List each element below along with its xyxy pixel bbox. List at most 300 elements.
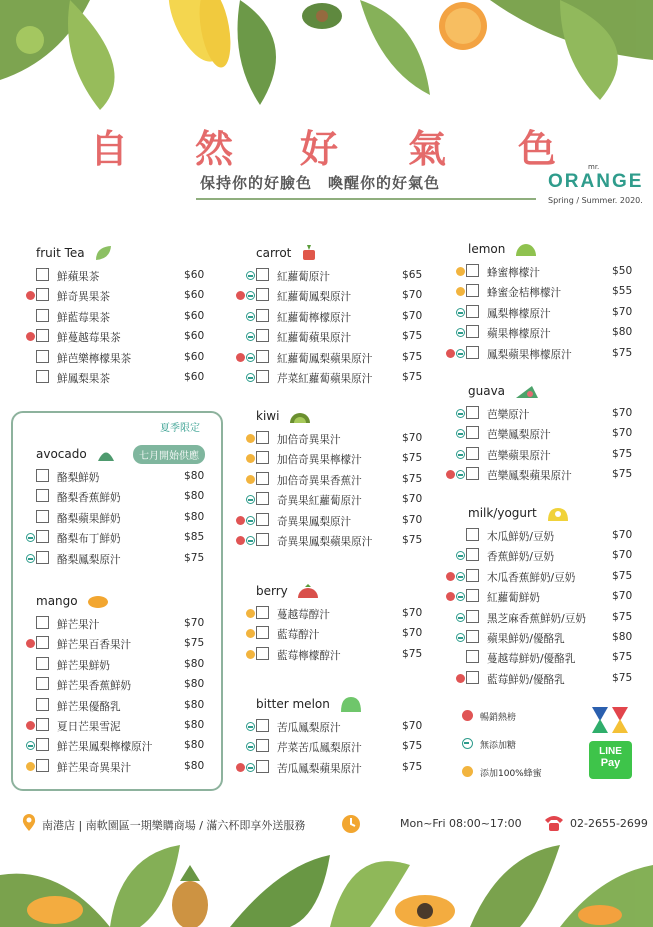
menu-item[interactable] bbox=[36, 549, 212, 569]
section-bitter-melon bbox=[234, 693, 430, 778]
item-price: $70 bbox=[402, 432, 423, 444]
section-title: kiwi bbox=[256, 408, 280, 423]
legend-honey-label: 添加100%蜂蜜 bbox=[480, 769, 542, 779]
menu-item[interactable] bbox=[234, 266, 430, 286]
menu-item[interactable] bbox=[444, 648, 640, 668]
item-tags bbox=[234, 763, 256, 774]
menu-item[interactable] bbox=[444, 669, 640, 689]
menu-item[interactable] bbox=[234, 429, 430, 449]
order-checkbox[interactable] bbox=[36, 698, 49, 711]
menu-item[interactable] bbox=[234, 490, 430, 510]
item-name: 香蕉鮮奶/豆奶 bbox=[487, 551, 555, 564]
section-header bbox=[234, 580, 430, 604]
order-checkbox[interactable] bbox=[36, 510, 49, 523]
menu-item[interactable] bbox=[234, 327, 430, 347]
item-name: 芭樂蘋果原汁 bbox=[487, 449, 551, 462]
order-checkbox[interactable] bbox=[36, 677, 49, 690]
no-sugar-icon bbox=[26, 741, 35, 750]
order-checkbox[interactable] bbox=[36, 350, 49, 363]
order-checkbox[interactable] bbox=[256, 288, 269, 301]
no-sugar-icon bbox=[246, 763, 255, 772]
item-tags bbox=[14, 660, 36, 671]
guava-icon bbox=[514, 383, 540, 399]
order-checkbox[interactable] bbox=[466, 467, 479, 480]
item-name: 鮮芒果奇異果汁 bbox=[57, 761, 132, 774]
item-tags bbox=[14, 533, 36, 544]
item-name: 加倍奇異果汁 bbox=[277, 434, 341, 446]
no-sugar-icon bbox=[456, 450, 465, 459]
menu-item[interactable] bbox=[36, 528, 212, 548]
menu-item[interactable] bbox=[444, 628, 640, 648]
section-header bbox=[234, 693, 430, 717]
menu-item[interactable] bbox=[234, 286, 430, 306]
order-checkbox[interactable] bbox=[466, 264, 479, 277]
no-sugar-icon bbox=[456, 592, 465, 601]
item-name: 木瓜香蕉鮮奶/豆奶 bbox=[487, 571, 576, 584]
no-sugar-icon bbox=[246, 495, 255, 504]
menu-item[interactable] bbox=[234, 645, 430, 665]
no-sugar-icon bbox=[246, 516, 255, 525]
item-price: $70 bbox=[184, 617, 205, 629]
menu-item[interactable] bbox=[444, 445, 640, 465]
item-name: 蔓越莓鮮奶/優酪乳 bbox=[487, 653, 576, 666]
no-sugar-icon bbox=[456, 328, 465, 337]
section-guava bbox=[444, 380, 640, 486]
no-sugar-icon bbox=[246, 312, 255, 321]
menu-item[interactable] bbox=[36, 634, 212, 654]
order-checkbox[interactable] bbox=[256, 370, 269, 383]
item-price: $60 bbox=[184, 330, 205, 343]
item-price: $85 bbox=[184, 531, 205, 544]
honey-icon bbox=[246, 454, 255, 463]
section-milk-yogurt bbox=[444, 502, 640, 689]
no-sugar-icon bbox=[246, 742, 255, 751]
item-name: 鮮鳳梨果茶 bbox=[57, 372, 110, 385]
item-tags bbox=[444, 592, 466, 603]
item-name: 藍莓醇汁 bbox=[277, 629, 320, 642]
item-tags bbox=[234, 536, 256, 547]
order-checkbox[interactable] bbox=[36, 718, 49, 731]
order-checkbox[interactable] bbox=[256, 268, 269, 281]
item-name: 酪梨鳳梨原汁 bbox=[57, 553, 121, 566]
item-price: $70 bbox=[612, 305, 633, 318]
order-checkbox[interactable] bbox=[36, 738, 49, 751]
section-header bbox=[234, 242, 430, 266]
menu-item[interactable] bbox=[234, 348, 430, 368]
no-sugar-icon bbox=[246, 536, 255, 545]
order-checkbox[interactable] bbox=[36, 268, 49, 281]
carrot-icon bbox=[300, 244, 318, 262]
order-checkbox[interactable] bbox=[36, 616, 49, 629]
no-sugar-icon bbox=[456, 572, 465, 581]
menu-item[interactable] bbox=[444, 608, 640, 628]
menu-item[interactable] bbox=[444, 424, 640, 444]
item-price: $75 bbox=[612, 569, 633, 582]
brand-name: ORANGE bbox=[548, 171, 644, 192]
item-name: 加倍奇異果檸檬汁 bbox=[277, 454, 362, 467]
mango-icon bbox=[87, 593, 109, 609]
order-checkbox[interactable] bbox=[36, 759, 49, 772]
order-checkbox[interactable] bbox=[466, 346, 479, 359]
season-label: Spring / Summer. 2020. bbox=[548, 196, 643, 205]
item-tags bbox=[234, 629, 256, 640]
item-name: 藍莓檸檬醇汁 bbox=[277, 649, 341, 662]
menu-item[interactable] bbox=[234, 737, 430, 757]
item-price: $80 bbox=[184, 698, 205, 711]
item-name: 芭樂原汁 bbox=[487, 409, 530, 421]
item-tags bbox=[444, 633, 466, 644]
no-sugar-icon bbox=[456, 308, 465, 317]
item-name: 苦瓜鳳梨蘋果原汁 bbox=[277, 762, 362, 775]
section-lemon bbox=[444, 238, 640, 364]
item-name: 蔓越莓醇汁 bbox=[277, 609, 330, 621]
menu-item[interactable] bbox=[36, 655, 212, 675]
menu-item[interactable] bbox=[234, 624, 430, 644]
item-tags bbox=[14, 353, 36, 364]
section-title: bitter melon bbox=[256, 696, 330, 711]
item-tags bbox=[234, 609, 256, 620]
item-name: 蜂蜜檸檬汁 bbox=[487, 267, 540, 279]
item-tags bbox=[14, 741, 36, 752]
no-sugar-icon bbox=[246, 373, 255, 382]
business-hours: Mon~Fri 08:00~17:00 bbox=[400, 817, 522, 830]
item-name: 鮮奇異果茶 bbox=[57, 291, 110, 304]
section-header bbox=[36, 242, 212, 266]
order-checkbox[interactable] bbox=[36, 657, 49, 670]
menu-item[interactable] bbox=[444, 404, 640, 424]
item-name: 鮮芒果香蕉鮮奶 bbox=[57, 680, 132, 693]
menu-item[interactable] bbox=[36, 675, 212, 695]
menu-item[interactable] bbox=[36, 757, 212, 777]
item-tags bbox=[444, 267, 466, 278]
item-name: 酪梨布丁鮮奶 bbox=[57, 533, 121, 546]
summer-limited-label: 夏季限定 bbox=[160, 423, 200, 434]
item-name: 夏日芒果雪泥 bbox=[57, 720, 121, 733]
title-char: 自 bbox=[90, 126, 131, 171]
item-tags bbox=[234, 434, 256, 445]
order-checkbox[interactable] bbox=[466, 305, 479, 318]
item-name: 加倍奇異果香蕉汁 bbox=[277, 474, 362, 487]
order-checkbox[interactable] bbox=[36, 329, 49, 342]
item-price: $75 bbox=[402, 740, 423, 753]
menu-item[interactable] bbox=[444, 526, 640, 546]
menu-item[interactable] bbox=[36, 348, 212, 368]
no-sugar-icon bbox=[456, 551, 465, 560]
item-price: $75 bbox=[612, 610, 633, 623]
menu-item[interactable] bbox=[36, 716, 212, 736]
order-checkbox[interactable] bbox=[256, 350, 269, 363]
honey-icon bbox=[246, 650, 255, 659]
order-checkbox[interactable] bbox=[256, 329, 269, 342]
order-checkbox[interactable] bbox=[256, 431, 269, 444]
order-checkbox[interactable] bbox=[256, 533, 269, 546]
menu-item[interactable] bbox=[444, 262, 640, 282]
item-name: 紅蘿蔔蘋果原汁 bbox=[277, 332, 352, 345]
honey-icon bbox=[456, 267, 465, 276]
item-name: 鮮藍莓果茶 bbox=[57, 311, 110, 324]
no-sugar-icon bbox=[456, 409, 465, 418]
item-tags bbox=[14, 619, 36, 630]
honey-icon bbox=[246, 475, 255, 484]
section-header bbox=[36, 590, 212, 614]
item-tags bbox=[444, 551, 466, 562]
item-price: $60 bbox=[184, 289, 205, 302]
item-tags bbox=[14, 271, 36, 282]
item-name: 鮮芒果鮮奶 bbox=[57, 659, 110, 672]
item-tags bbox=[234, 373, 256, 384]
no-sugar-icon bbox=[26, 533, 35, 542]
main-title bbox=[90, 118, 560, 171]
item-name: 鳳梨檸檬原汁 bbox=[487, 307, 551, 320]
menu-item[interactable] bbox=[444, 282, 640, 302]
milk-icon bbox=[546, 504, 570, 522]
item-name: 鮮蘋果茶 bbox=[57, 271, 100, 283]
order-checkbox[interactable] bbox=[256, 606, 269, 619]
item-tags bbox=[234, 291, 256, 302]
order-checkbox[interactable] bbox=[466, 569, 479, 582]
item-price: $80 bbox=[612, 630, 633, 643]
leaf-icon bbox=[94, 245, 112, 261]
menu-item[interactable] bbox=[444, 303, 640, 323]
item-price: $75 bbox=[612, 468, 633, 481]
hot-seller-icon bbox=[236, 291, 245, 300]
item-name: 黑芝麻香蕉鮮奶/豆奶 bbox=[487, 612, 586, 625]
title-char: 好 bbox=[300, 126, 341, 171]
order-checkbox[interactable] bbox=[466, 610, 479, 623]
menu-item[interactable] bbox=[234, 511, 430, 531]
item-tags bbox=[14, 762, 36, 773]
item-price: $70 bbox=[402, 493, 423, 506]
order-checkbox[interactable] bbox=[36, 288, 49, 301]
order-checkbox[interactable] bbox=[466, 650, 479, 663]
item-name: 鮮芭樂檸檬果茶 bbox=[57, 352, 132, 365]
item-tags bbox=[14, 554, 36, 565]
section-title: milk/yogurt bbox=[468, 505, 537, 520]
section-header bbox=[444, 238, 640, 262]
no-sugar-icon bbox=[26, 554, 35, 563]
order-checkbox[interactable] bbox=[256, 492, 269, 505]
section-title: guava bbox=[468, 383, 506, 398]
order-checkbox[interactable] bbox=[256, 451, 269, 464]
item-tags bbox=[444, 653, 466, 664]
item-name: 芭樂鳳梨原汁 bbox=[487, 429, 551, 442]
menu-item[interactable] bbox=[234, 531, 430, 551]
menu-item[interactable] bbox=[36, 286, 212, 306]
order-checkbox[interactable] bbox=[256, 760, 269, 773]
order-checkbox[interactable] bbox=[36, 370, 49, 383]
item-tags bbox=[444, 531, 466, 542]
item-price: $80 bbox=[184, 657, 205, 670]
item-tags bbox=[444, 470, 466, 481]
menu-item[interactable] bbox=[36, 368, 212, 388]
item-price: $70 bbox=[402, 607, 423, 619]
menu-item[interactable] bbox=[36, 467, 212, 487]
section-title: berry bbox=[256, 583, 288, 598]
order-checkbox[interactable] bbox=[36, 309, 49, 322]
item-name: 鮮芒果汁 bbox=[57, 619, 100, 631]
order-checkbox[interactable] bbox=[466, 548, 479, 561]
order-checkbox[interactable] bbox=[466, 671, 479, 684]
legend-no-sugar-label: 無添加糖 bbox=[480, 741, 517, 751]
section-title: avocado bbox=[36, 446, 87, 461]
item-price: $75 bbox=[402, 472, 423, 485]
item-tags bbox=[444, 572, 466, 583]
menu-item[interactable] bbox=[36, 736, 212, 756]
menu-item[interactable] bbox=[234, 307, 430, 327]
item-name: 鮮芒果鳳梨檸檬原汁 bbox=[57, 741, 153, 754]
section-title: mango bbox=[36, 593, 78, 608]
item-name: 木瓜鮮奶/豆奶 bbox=[487, 531, 555, 543]
item-price: $75 bbox=[402, 330, 423, 343]
item-price: $50 bbox=[612, 265, 633, 277]
menu-item[interactable] bbox=[36, 696, 212, 716]
item-price: $75 bbox=[402, 760, 423, 773]
menu-item[interactable] bbox=[444, 546, 640, 566]
honey-icon bbox=[246, 434, 255, 443]
no-sugar-icon bbox=[456, 470, 465, 479]
order-checkbox[interactable] bbox=[256, 472, 269, 485]
hot-seller-icon bbox=[26, 721, 35, 730]
order-checkbox[interactable] bbox=[466, 447, 479, 460]
item-price: $75 bbox=[402, 350, 423, 363]
title-char: 氣 bbox=[408, 126, 449, 171]
menu-item[interactable] bbox=[444, 323, 640, 343]
subtitle: 保持你的好臉色 喚醒你的好氣色 bbox=[200, 174, 441, 192]
menu-item[interactable] bbox=[444, 344, 640, 364]
menu-item[interactable] bbox=[36, 508, 212, 528]
hot-seller-icon bbox=[236, 536, 245, 545]
menu-item[interactable] bbox=[234, 717, 430, 737]
item-price: $80 bbox=[184, 759, 205, 772]
item-price: $80 bbox=[612, 326, 633, 339]
menu-item[interactable] bbox=[36, 614, 212, 634]
item-price: $70 bbox=[612, 529, 633, 541]
footer bbox=[0, 812, 653, 836]
order-checkbox[interactable] bbox=[466, 630, 479, 643]
item-tags bbox=[234, 312, 256, 323]
section-title: fruit Tea bbox=[36, 245, 85, 260]
item-price: $75 bbox=[184, 551, 205, 564]
item-name: 鮮芒果優酪乳 bbox=[57, 700, 121, 713]
item-tags bbox=[14, 680, 36, 691]
menu-item[interactable] bbox=[234, 604, 430, 624]
menu-item[interactable] bbox=[234, 449, 430, 469]
order-checkbox[interactable] bbox=[36, 551, 49, 564]
item-price: $70 bbox=[612, 590, 633, 603]
item-name: 紅蘿蔔檸檬原汁 bbox=[277, 311, 352, 324]
hot-seller-icon bbox=[26, 639, 35, 648]
item-name: 奇異果鳳梨原汁 bbox=[277, 515, 352, 528]
menu-item[interactable] bbox=[234, 368, 430, 388]
menu-item[interactable] bbox=[444, 587, 640, 607]
item-tags bbox=[444, 674, 466, 685]
item-tags bbox=[14, 472, 36, 483]
order-checkbox[interactable] bbox=[36, 530, 49, 543]
order-checkbox[interactable] bbox=[256, 719, 269, 732]
menu-item[interactable] bbox=[36, 487, 212, 507]
order-checkbox[interactable] bbox=[466, 528, 479, 541]
section-title: carrot bbox=[256, 245, 292, 260]
order-checkbox[interactable] bbox=[256, 626, 269, 639]
item-name: 蘋果鮮奶/優酪乳 bbox=[487, 632, 565, 645]
item-tags bbox=[234, 742, 256, 753]
order-checkbox[interactable] bbox=[36, 489, 49, 502]
honey-icon bbox=[462, 766, 473, 777]
order-checkbox[interactable] bbox=[466, 325, 479, 338]
order-checkbox[interactable] bbox=[36, 636, 49, 649]
phone-number: 02-2655-2699 bbox=[570, 817, 648, 830]
item-tags bbox=[14, 721, 36, 732]
item-tags bbox=[444, 308, 466, 319]
honey-icon bbox=[246, 629, 255, 638]
linepay-line2: Pay bbox=[600, 757, 621, 769]
item-price: $80 bbox=[184, 678, 205, 691]
no-sugar-icon bbox=[246, 271, 255, 280]
phone-icon bbox=[543, 814, 565, 832]
title-char: 色 bbox=[518, 126, 559, 171]
order-checkbox[interactable] bbox=[256, 309, 269, 322]
item-price: $80 bbox=[184, 510, 205, 523]
order-checkbox[interactable] bbox=[466, 426, 479, 439]
item-tags bbox=[444, 349, 466, 360]
item-tags bbox=[444, 429, 466, 440]
hot-seller-icon bbox=[462, 710, 473, 721]
item-tags bbox=[14, 492, 36, 503]
item-name: 紅蘿蔔鮮奶 bbox=[487, 592, 540, 605]
hot-seller-icon bbox=[456, 674, 465, 683]
order-checkbox[interactable] bbox=[466, 406, 479, 419]
no-sugar-icon bbox=[246, 332, 255, 341]
item-tags bbox=[234, 495, 256, 506]
menu-item[interactable] bbox=[234, 470, 430, 490]
order-checkbox[interactable] bbox=[466, 589, 479, 602]
menu-item[interactable] bbox=[36, 266, 212, 286]
menu-item[interactable] bbox=[444, 567, 640, 587]
menu-item[interactable] bbox=[36, 327, 212, 347]
item-price: $70 bbox=[402, 513, 423, 526]
no-sugar-icon bbox=[246, 353, 255, 362]
item-price: $75 bbox=[402, 647, 423, 660]
legend-hot-label: 暢銷熱榜 bbox=[480, 713, 517, 723]
item-name: 酪梨蘋果鮮奶 bbox=[57, 512, 121, 525]
item-name: 蜂蜜金桔檸檬汁 bbox=[487, 287, 562, 300]
order-checkbox[interactable] bbox=[256, 647, 269, 660]
order-checkbox[interactable] bbox=[36, 469, 49, 482]
menu-item[interactable] bbox=[36, 307, 212, 327]
item-price: $55 bbox=[612, 285, 633, 298]
item-name: 苦瓜鳳梨原汁 bbox=[277, 722, 341, 734]
item-tags bbox=[444, 409, 466, 420]
item-tags bbox=[14, 332, 36, 343]
title-char: 然 bbox=[195, 126, 236, 171]
order-checkbox[interactable] bbox=[466, 284, 479, 297]
no-sugar-icon bbox=[456, 613, 465, 622]
menu-item[interactable] bbox=[444, 465, 640, 485]
lemon-icon bbox=[514, 241, 538, 257]
menu-item[interactable] bbox=[234, 758, 430, 778]
no-sugar-icon bbox=[246, 291, 255, 300]
section-avocado bbox=[36, 443, 212, 569]
section-header bbox=[444, 380, 640, 404]
location-pin-icon bbox=[22, 814, 36, 832]
item-price: $75 bbox=[402, 533, 423, 546]
order-checkbox[interactable] bbox=[256, 739, 269, 752]
order-checkbox[interactable] bbox=[256, 513, 269, 526]
item-name: 奇異果紅蘿蔔原汁 bbox=[277, 495, 362, 508]
payment-qr-logo-icon bbox=[586, 703, 634, 737]
item-price: $75 bbox=[612, 651, 633, 664]
item-tags bbox=[234, 332, 256, 343]
